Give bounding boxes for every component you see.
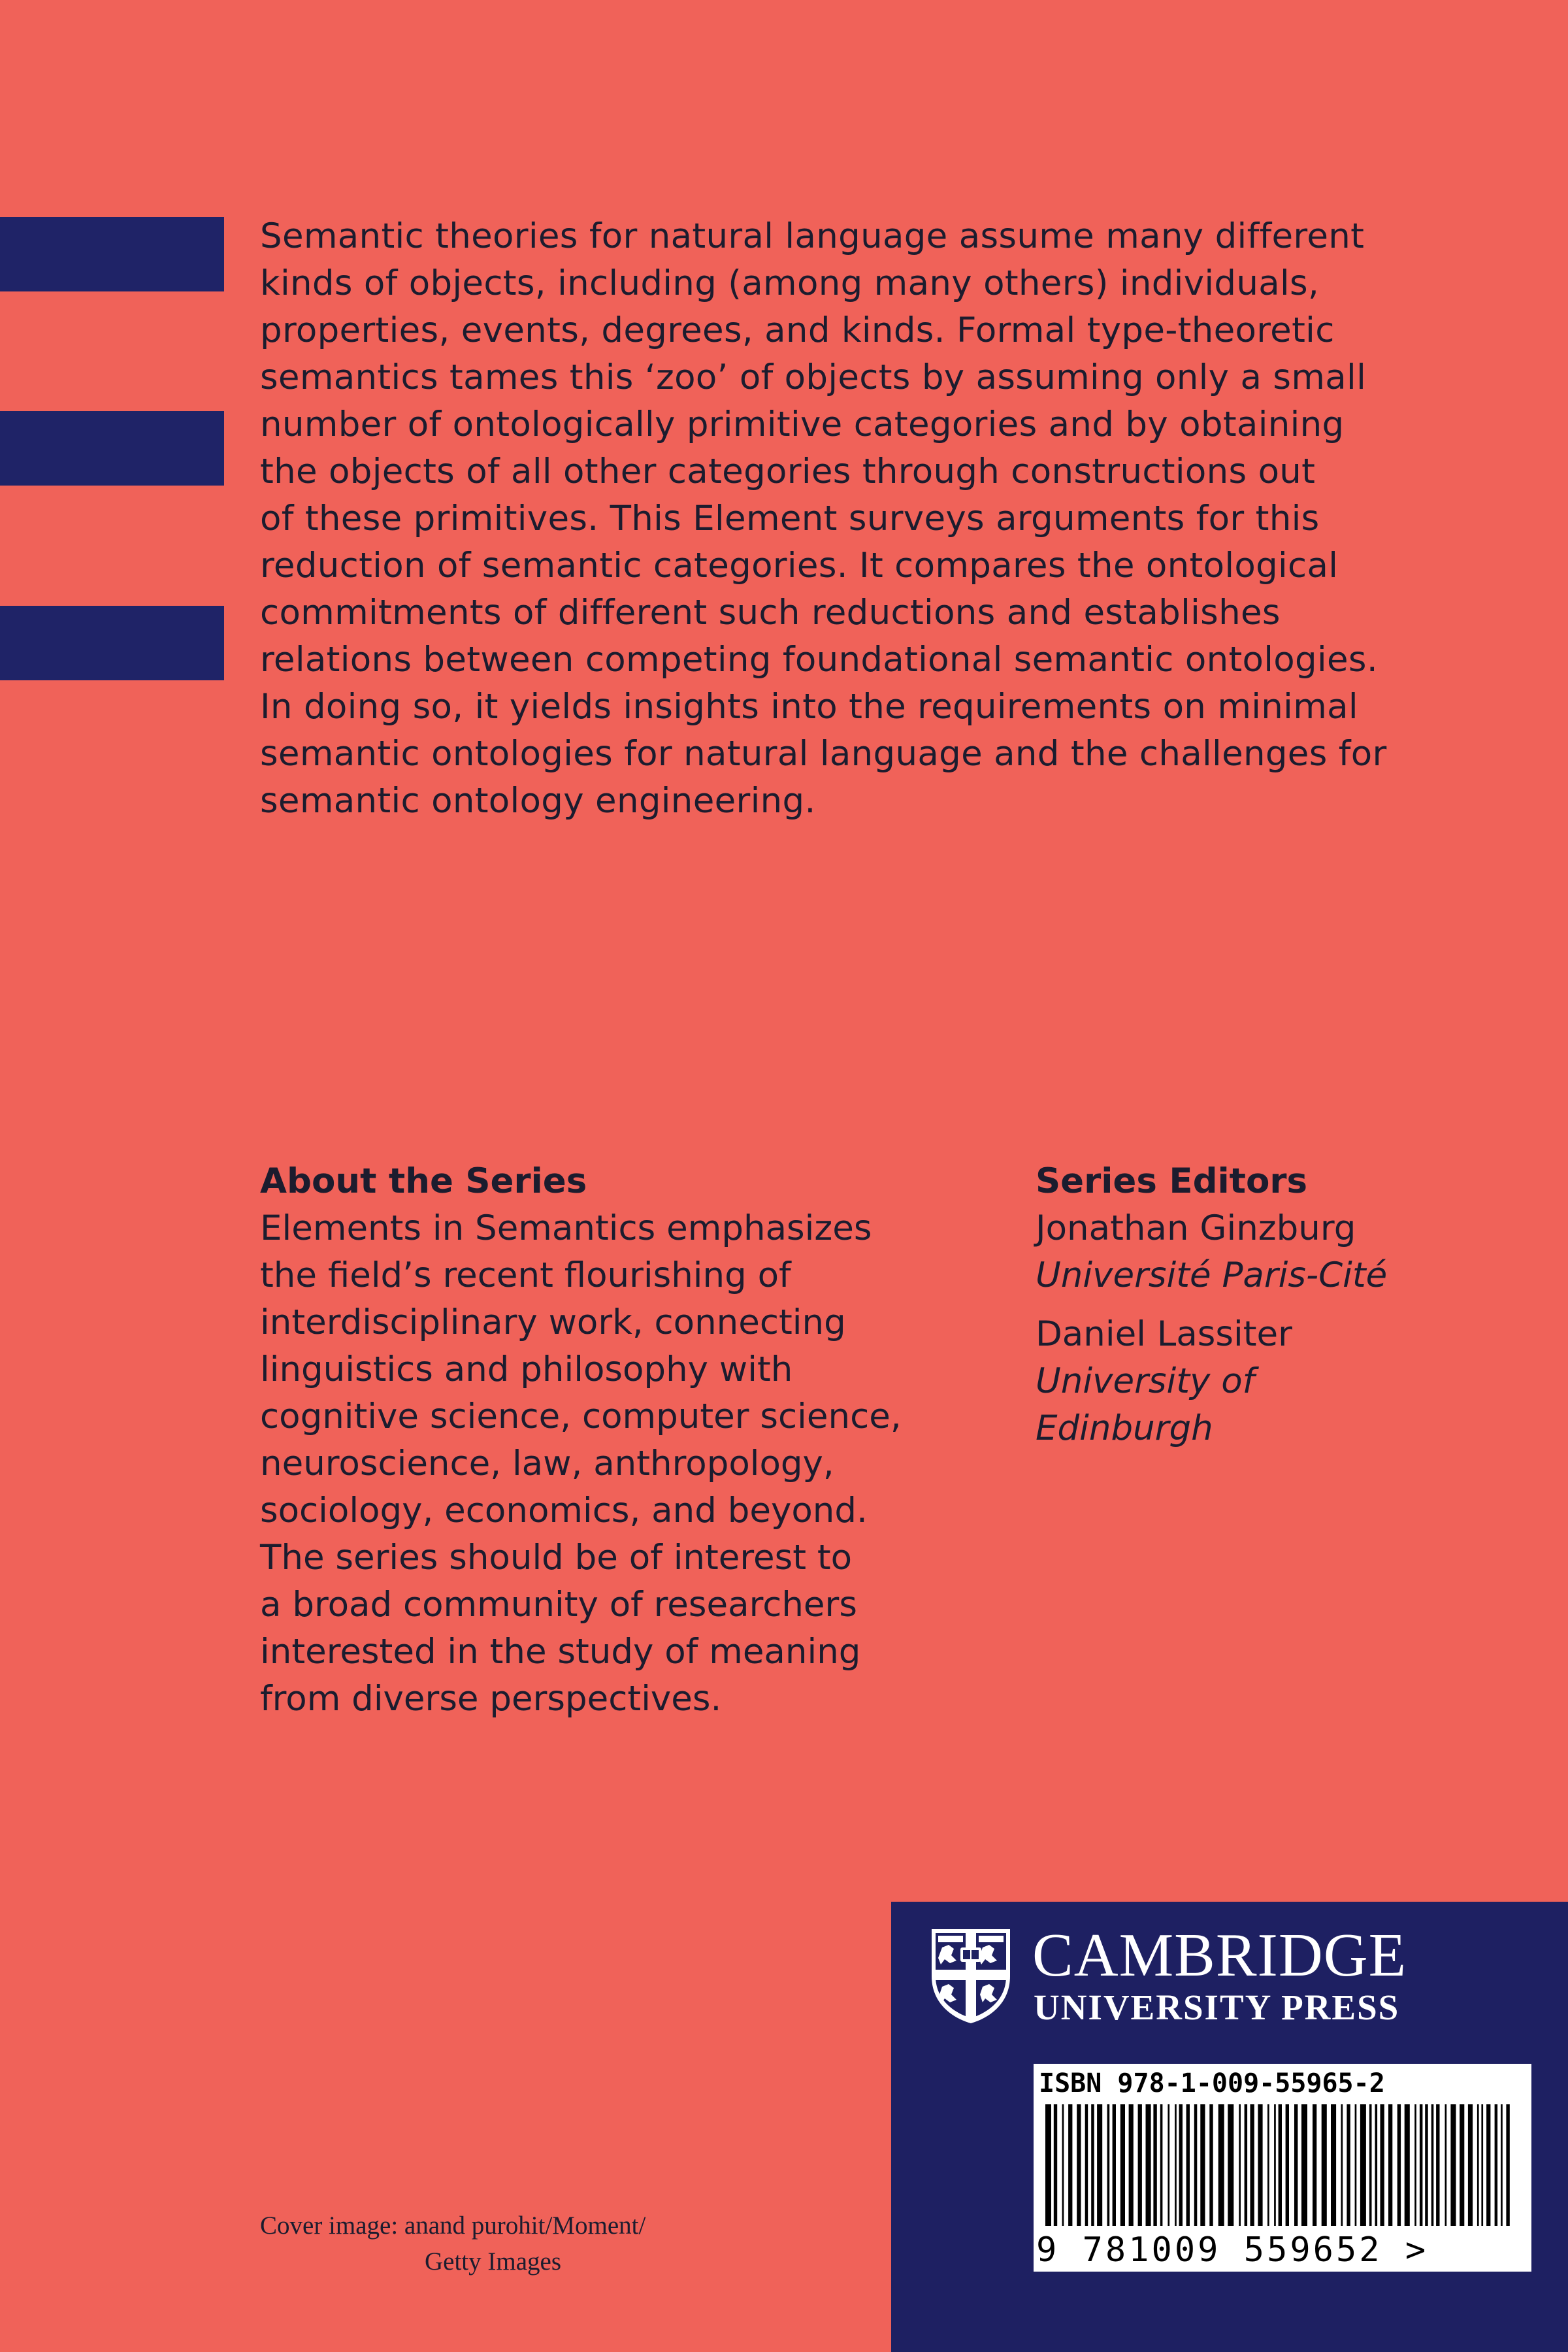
barcode-bar <box>1388 2104 1392 2226</box>
barcode-bar <box>1153 2104 1156 2226</box>
barcode-bar <box>1360 2104 1366 2226</box>
barcode-bar <box>1146 2104 1151 2226</box>
isbn-label: ISBN 978-1-009-55965-2 <box>1039 2068 1385 2098</box>
barcode-bar <box>1375 2104 1378 2226</box>
barcode-bar <box>1405 2104 1410 2226</box>
about-series-line: interdisciplinary work, connecting <box>260 1302 846 1342</box>
barcode-bar <box>1054 2104 1057 2226</box>
barcode-bar <box>1425 2104 1428 2226</box>
barcode-bar <box>1341 2104 1343 2226</box>
publisher-subname: UNIVERSITY PRESS <box>1034 1987 1400 2027</box>
barcode-bar <box>1436 2104 1439 2226</box>
barcode-bar <box>1085 2104 1088 2226</box>
barcode-bar <box>1347 2104 1350 2226</box>
about-series-section <box>260 1158 979 1723</box>
barcode-bar <box>1129 2104 1134 2226</box>
blurb-line: semantic ontologies for natural language and the challenges for <box>260 734 1387 774</box>
decorative-stripe-top <box>0 217 224 291</box>
barcode-bar <box>1239 2104 1241 2226</box>
barcode-bar <box>1168 2104 1169 2226</box>
editor-name: Daniel Lassiter <box>1036 1314 1292 1354</box>
barcode-bar <box>1477 2104 1479 2226</box>
about-series-line: cognitive science, computer science, <box>260 1397 902 1436</box>
blurb-line: the objects of all other categories through constructions out <box>260 452 1316 491</box>
credit-line: Cover image: anand purohit/Moment/ <box>260 2211 646 2240</box>
publisher-name: CAMBRIDGE <box>1032 1921 1407 1989</box>
publisher-panel <box>891 1902 1568 2352</box>
barcode-bar <box>1267 2104 1269 2226</box>
decorative-stripe-middle <box>0 411 224 486</box>
barcode-bar <box>1179 2104 1183 2226</box>
barcode-bar <box>1506 2104 1509 2226</box>
barcode-bar <box>1481 2104 1483 2226</box>
barcode-bar <box>1495 2104 1498 2226</box>
decorative-stripe-bottom <box>0 606 224 680</box>
barcode-bar <box>1258 2104 1262 2226</box>
barcode-bar <box>1468 2104 1473 2226</box>
barcode-bar <box>1420 2104 1423 2226</box>
editor-affiliation: Université Paris-Cité <box>1036 1255 1388 1295</box>
barcode-digits: 9 781009 559652 > <box>1036 2230 1429 2270</box>
barcode-bar <box>1286 2104 1289 2226</box>
barcode-bar <box>1113 2104 1116 2226</box>
barcode-bar <box>1445 2104 1447 2226</box>
barcode-bar <box>1138 2104 1142 2226</box>
blurb-line: kinds of objects, including (among many others) individuals, <box>260 263 1320 303</box>
barcode-bar <box>1245 2104 1248 2226</box>
barcode-bar <box>1355 2104 1357 2226</box>
barcode-bar <box>1091 2104 1094 2226</box>
barcode-bar <box>1160 2104 1163 2226</box>
cover-image-credit <box>260 2208 645 2279</box>
barcode-bar <box>1228 2104 1233 2226</box>
barcode-bar <box>1431 2104 1434 2226</box>
blurb-line: reduction of semantic categories. It compares the ontological <box>260 546 1339 586</box>
barcode-bar <box>1322 2104 1327 2226</box>
cambridge-crest-icon <box>929 1927 1013 2025</box>
blurb-line: Semantic theories for natural language assume many different <box>260 216 1365 256</box>
barcode-bar <box>1501 2104 1503 2226</box>
blurb-line: In doing so, it yields insights into the requirements on minimal <box>260 687 1358 727</box>
barcode-bar <box>1460 2104 1464 2226</box>
about-series-line: neuroscience, law, anthropology, <box>260 1444 834 1483</box>
editor-name: Jonathan Ginzburg <box>1036 1208 1356 1248</box>
blurb-line: commitments of different such reductions and establishes <box>260 593 1281 633</box>
barcode-bar <box>1068 2104 1072 2226</box>
blurb-line: of these primitives. This Element surveys arguments for this <box>260 499 1320 538</box>
barcode-bar <box>1397 2104 1401 2226</box>
about-series-line: Elements in Semantics emphasizes <box>260 1208 872 1248</box>
barcode-bar <box>1045 2104 1051 2226</box>
editor-affiliation: University of <box>1036 1361 1255 1401</box>
about-series-line: The series should be of interest to <box>260 1538 853 1578</box>
barcode-bar <box>1186 2104 1190 2226</box>
barcode-bar <box>1369 2104 1372 2226</box>
barcode-bar <box>1120 2104 1125 2226</box>
blurb-line: number of ontologically primitive categories and by obtaining <box>260 405 1345 444</box>
about-series-line: from diverse perspectives. <box>260 1679 722 1719</box>
barcode-bar <box>1209 2104 1213 2226</box>
blurb-line: semantics tames this ‘zoo’ of objects by assuming only a small <box>260 357 1367 397</box>
barcode-bar <box>1097 2104 1102 2226</box>
barcode-bar <box>1200 2104 1205 2226</box>
barcode-bar <box>1274 2104 1276 2226</box>
barcode-bar <box>1218 2104 1224 2226</box>
barcode-bar <box>1301 2104 1307 2226</box>
about-series-line: a broad community of researchers <box>260 1585 857 1625</box>
editor-affiliation: Edinburgh <box>1036 1408 1213 1448</box>
barcode-bar <box>1380 2104 1384 2226</box>
barcode-bar <box>1294 2104 1298 2226</box>
barcode-bar <box>1175 2104 1177 2226</box>
about-series-line: linguistics and philosophy with <box>260 1350 793 1389</box>
barcode-bar <box>1194 2104 1198 2226</box>
series-editors-heading: Series Editors <box>1036 1161 1308 1201</box>
barcode-bar <box>1250 2104 1254 2226</box>
barcode-bar <box>1062 2104 1064 2226</box>
barcode-bar <box>1279 2104 1282 2226</box>
barcode-bars <box>1045 2104 1516 2226</box>
barcode-bar <box>1414 2104 1416 2226</box>
barcode-bar <box>1107 2104 1110 2226</box>
blurb-line: properties, events, degrees, and kinds. Formal type-theoretic <box>260 310 1335 350</box>
barcode-bar <box>1450 2104 1456 2226</box>
blurb-line: relations between competing foundational semantic ontologies. <box>260 640 1378 680</box>
barcode-bar <box>1077 2104 1081 2226</box>
book-blurb <box>260 213 1501 825</box>
barcode-bar <box>1486 2104 1490 2226</box>
credit-line: Getty Images <box>425 2247 562 2276</box>
barcode-bar <box>1331 2104 1336 2226</box>
about-series-line: the field’s recent flourishing of <box>260 1255 791 1295</box>
barcode <box>1034 2064 1531 2272</box>
about-series-line: interested in the study of meaning <box>260 1632 861 1672</box>
about-series-line: sociology, economics, and beyond. <box>260 1491 868 1531</box>
series-editors-section <box>1036 1158 1493 1452</box>
about-series-heading: About the Series <box>260 1161 587 1201</box>
blurb-line: semantic ontology engineering. <box>260 781 816 821</box>
barcode-bar <box>1313 2104 1316 2226</box>
